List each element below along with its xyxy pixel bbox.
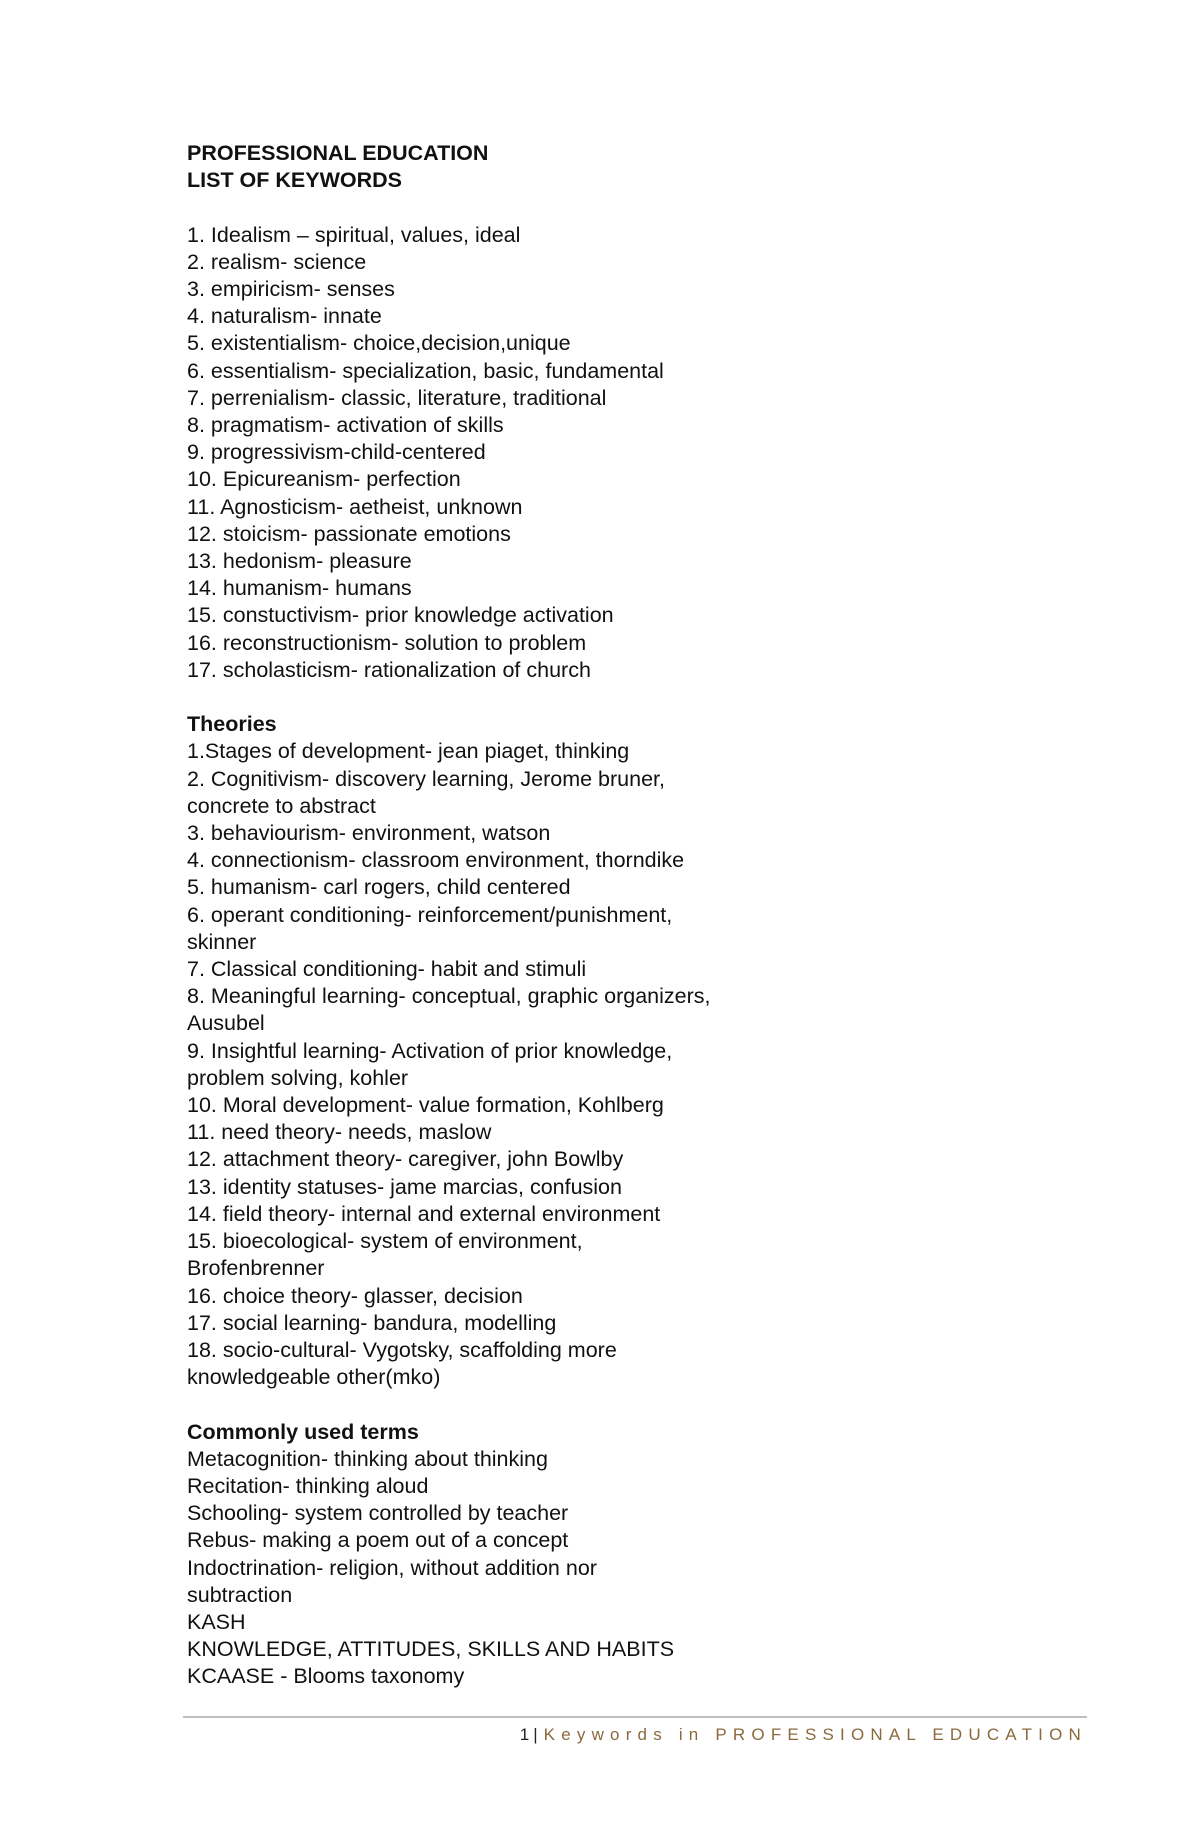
list-item: Schooling- system controlled by teacher [187, 1501, 569, 1526]
list-item: problem solving, kohler [187, 1065, 409, 1090]
theories-list [187, 738, 1087, 1391]
spacer [187, 194, 1087, 221]
list-item: 8. pragmatism- activation of skills [187, 413, 504, 438]
theories-heading: Theories [187, 712, 277, 737]
list-item: concrete to abstract [187, 793, 376, 818]
list-item: 1.Stages of development- jean piaget, thinking [187, 739, 630, 764]
list-item: 8. Meaningful learning- conceptual, graphic organizers, [187, 984, 711, 1009]
list-item: 2. Cognitivism- discovery learning, Jerome bruner, [187, 766, 665, 791]
terms-list [187, 1446, 1087, 1691]
list-item: 16. reconstructionism- solution to problem [187, 630, 587, 655]
list-item: 7. Classical conditioning- habit and stimuli [187, 957, 587, 982]
list-item: Metacognition- thinking about thinking [187, 1446, 548, 1471]
list-item: 17. social learning- bandura, modelling [187, 1310, 557, 1335]
list-item: 14. field theory- internal and external environment [187, 1201, 661, 1226]
list-item: 6. essentialism- specialization, basic, fundamental [187, 358, 664, 383]
footer-text: Keywords in PROFESSIONAL EDUCATION [543, 1725, 1087, 1744]
list-item: Ausubel [187, 1011, 265, 1036]
list-item: 17. scholasticism- rationalization of church [187, 657, 591, 682]
list-item: 13. identity statuses- jame marcias, confusion [187, 1174, 622, 1199]
list-item: 9. progressivism-child-centered [187, 440, 486, 465]
document-body [187, 140, 1087, 1691]
list-item: KCAASE - Blooms taxonomy [187, 1664, 465, 1689]
list-item: knowledgeable other(mko) [187, 1365, 441, 1390]
list-item: 12. attachment theory- caregiver, john Bowlby [187, 1147, 624, 1172]
page-footer [520, 1723, 1087, 1747]
list-item: 11. Agnosticism- aetheist, unknown [187, 494, 523, 519]
list-item: KNOWLEDGE, ATTITUDES, SKILLS AND HABITS [187, 1637, 675, 1662]
list-item: 1. Idealism – spiritual, values, ideal [187, 222, 521, 247]
list-item: Indoctrination- religion, without addition nor [187, 1555, 597, 1580]
footer-separator: | [533, 1725, 538, 1744]
list-item: KASH [187, 1609, 246, 1634]
list-item: 11. need theory- needs, maslow [187, 1120, 492, 1145]
document-title-line1: PROFESSIONAL EDUCATION [187, 141, 489, 165]
list-item: 4. connectionism- classroom environment, thorndike [187, 848, 685, 873]
list-item: 5. humanism- carl rogers, child centered [187, 875, 571, 900]
list-item: 3. empiricism- senses [187, 277, 395, 301]
list-item: Brofenbrenner [187, 1256, 325, 1281]
list-item: 3. behaviourism- environment, watson [187, 821, 551, 846]
spacer [187, 684, 1087, 711]
list-item: 4. naturalism- innate [187, 304, 382, 329]
list-item: 15. bioecological- system of environment, [187, 1229, 583, 1254]
spacer [187, 1391, 1087, 1418]
footer-divider [183, 1716, 1087, 1718]
document-title-line2: LIST OF KEYWORDS [187, 168, 402, 193]
list-item: 15. constuctivism- prior knowledge activation [187, 603, 614, 628]
list-item: 12. stoicism- passionate emotions [187, 521, 511, 546]
list-item: 7. perrenialism- classic, literature, traditional [187, 385, 607, 410]
list-item: 9. Insightful learning- Activation of prior knowledge, [187, 1038, 673, 1063]
list-item: 2. realism- science [187, 249, 367, 274]
list-item: 16. choice theory- glasser, decision [187, 1283, 523, 1308]
page-number: 1 [519, 1725, 530, 1744]
list-item: 14. humanism- humans [187, 576, 412, 601]
philosophy-list [187, 222, 1087, 684]
list-item: 6. operant conditioning- reinforcement/punishment, [187, 902, 673, 927]
list-item: 10. Epicureanism- perfection [187, 467, 461, 492]
list-item: 10. Moral development- value formation, Kohlberg [187, 1093, 664, 1118]
list-item: Recitation- thinking aloud [187, 1473, 429, 1498]
terms-heading: Commonly used terms [187, 1419, 419, 1444]
list-item: 5. existentialism- choice,decision,unique [187, 331, 571, 356]
list-item: Rebus- making a poem out of a concept [187, 1528, 569, 1553]
list-item: subtraction [187, 1582, 293, 1607]
list-item: 13. hedonism- pleasure [187, 549, 412, 574]
list-item: 18. socio-cultural- Vygotsky, scaffolding more [187, 1337, 617, 1362]
list-item: skinner [187, 929, 257, 954]
